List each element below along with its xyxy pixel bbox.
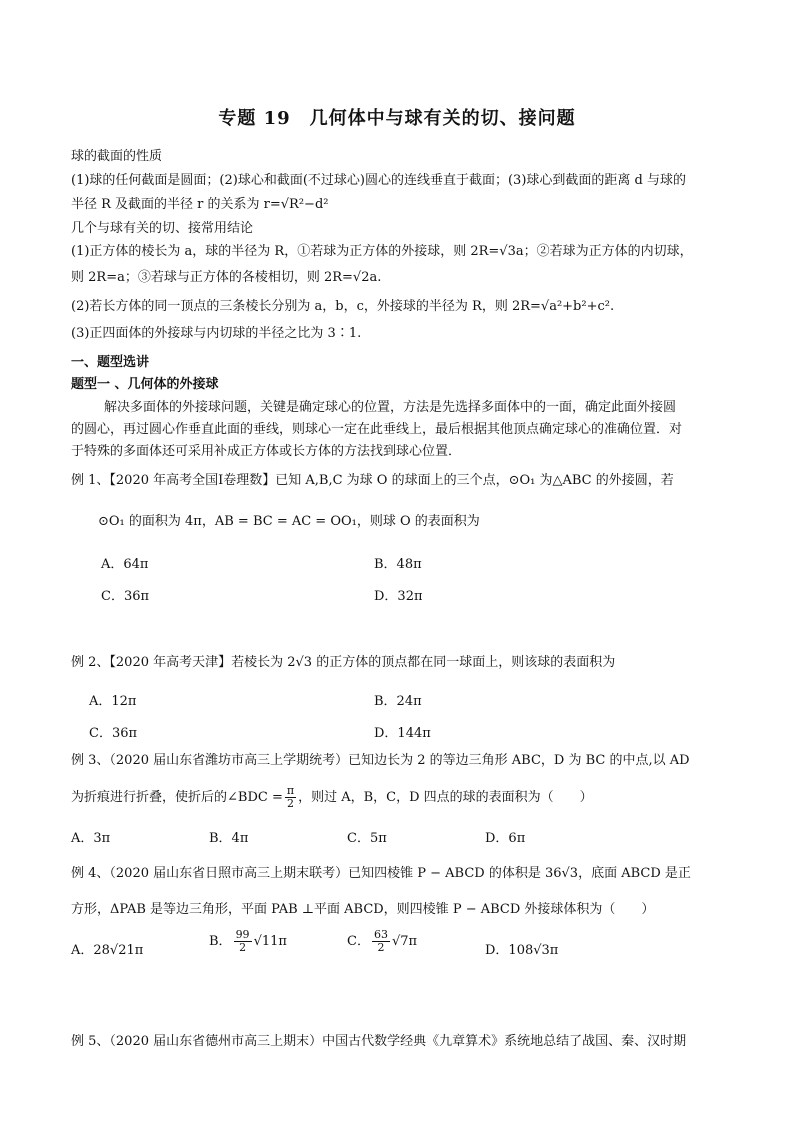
example-1-option-d: D．32π [374, 589, 423, 604]
option-c-suffix: √7π [391, 934, 418, 949]
option-b-numerator: 99 [235, 928, 250, 941]
intro-line-1: (1)球的任何截面是圆面；(2)球心和截面(不过球心)圆心的连线垂直于截面；(3)球心到截面的距离 d 与球的 [71, 173, 686, 188]
option-c-numerator: 63 [373, 928, 388, 941]
option-b-denominator: 2 [239, 941, 247, 954]
example-5-line-1: 例 5、（2020 届山东省德州市高三上期末）中国古代数学经典《九章算术》系统地总结了战国、秦、汉时期 [71, 1034, 687, 1049]
example-4-line-2: 方形，ΔPAB 是等边三角形，平面 PAB ⊥平面 ABCD，则四棱锥 P − ABCD 外接球体积为（ ） [71, 902, 655, 917]
example-2-option-b: B．24π [374, 694, 422, 709]
option-b-prefix: B． [209, 934, 232, 949]
intro-line-6: (3)正四面体的外接球与内切球的半径之比为 3∶1. [71, 326, 362, 341]
method-paragraph-2: 的圆心，再过圆心作垂直此面的垂线，则球心一定在此垂线上，最后根据其他顶点确定球心的准确位置．对 [71, 422, 683, 437]
example-2-line-1: 例 2、【2020 年高考天津】若棱长为 2√3 的正方体的顶点都在同一球面上，则该球的表面积为 [71, 655, 616, 670]
example-1-option-a: A．64π [101, 557, 149, 572]
example-1-line-1: 例 1、【2020 年高考全国Ⅰ卷理数】已知 A,B,C 为球 O 的球面上的三个点，⊙O₁ 为△ABC 的外接圆，若 [71, 473, 674, 488]
page-title: 专题 19 几何体中与球有关的切、接问题 [218, 108, 576, 129]
example-4-option-d: D．108√3π [485, 943, 559, 958]
example-1-option-c: C．36π [101, 589, 150, 604]
example-3-option-b: B．4π [209, 831, 249, 846]
example-1-option-b: B．48π [374, 557, 422, 572]
option-c-fraction [372, 929, 390, 954]
example-3-line-2-text-b: ，则过 A，B，C，D 四点的球的表面积为（ ） [298, 790, 593, 805]
example-3-line-2-text-a: 为折痕进行折叠，使折后的∠BDC = [71, 790, 283, 805]
option-c-prefix: C． [347, 934, 370, 949]
example-3-option-c: C．5π [347, 831, 387, 846]
type-heading: 题型一 、几何体的外接球 [71, 377, 219, 392]
intro-line-2: 半径 R 及截面的半径 r 的关系为 r=√R²−d² [71, 197, 329, 212]
example-4-option-c [347, 929, 417, 954]
option-b-fraction [234, 929, 252, 954]
intro-line-4: 则 2R=a；③若球与正方体的各棱相切，则 2R=√2a. [71, 270, 382, 285]
example-2-option-d: D．144π [374, 726, 431, 741]
example-3-option-a: A．3π [71, 831, 111, 846]
intro-heading-sphere-section: 球的截面的性质 [71, 149, 163, 164]
example-4-option-b [209, 929, 287, 954]
example-1-line-2: ⊙O₁ 的面积为 4π，AB = BC = AC = OO₁，则球 O 的表面积为 [98, 514, 480, 529]
method-paragraph-3: 于特殊的多面体还可采用补成正方体或长方体的方法找到球心位置． [71, 444, 462, 459]
example-4-line-1: 例 4、（2020 届山东省日照市高三上期末联考）已知四棱锥 P − ABCD 的体积是 36√3，底面 ABCD 是正 [71, 866, 691, 881]
example-3-line-2 [71, 785, 593, 810]
option-c-denominator: 2 [377, 941, 385, 954]
example-3-line-1: 例 3、（2020 届山东省潍坊市高三上学期统考）已知边长为 2 的等边三角形 ABC，D 为 BC 的中点,以 AD [71, 753, 690, 768]
section-heading: 一、题型选讲 [71, 355, 150, 370]
intro-heading-conclusions: 几个与球有关的切、接常用结论 [71, 221, 254, 236]
fraction-numerator: π [286, 784, 295, 797]
option-b-suffix: √11π [253, 934, 287, 949]
intro-line-5: (2)若长方体的同一顶点的三条棱长分别为 a，b，c，外接球的半径为 R，则 2R=√a²+b²+c². [71, 299, 615, 314]
example-2-option-a: A．12π [89, 694, 137, 709]
intro-line-3: (1)正方体的棱长为 a，球的半径为 R，①若球为正方体的外接球，则 2R=√3a；②若球为正方体的内切球， [71, 244, 693, 259]
fraction-pi-over-2 [285, 785, 296, 810]
example-4-option-a: A．28√21π [71, 943, 144, 958]
fraction-denominator: 2 [286, 797, 294, 810]
example-3-option-d: D．6π [485, 831, 526, 846]
method-paragraph-1: 解决多面体的外接球问题，关键是确定球心的位置，方法是先选择多面体中的一面，确定此面外接圆 [104, 400, 677, 415]
example-2-option-c: C．36π [89, 726, 138, 741]
